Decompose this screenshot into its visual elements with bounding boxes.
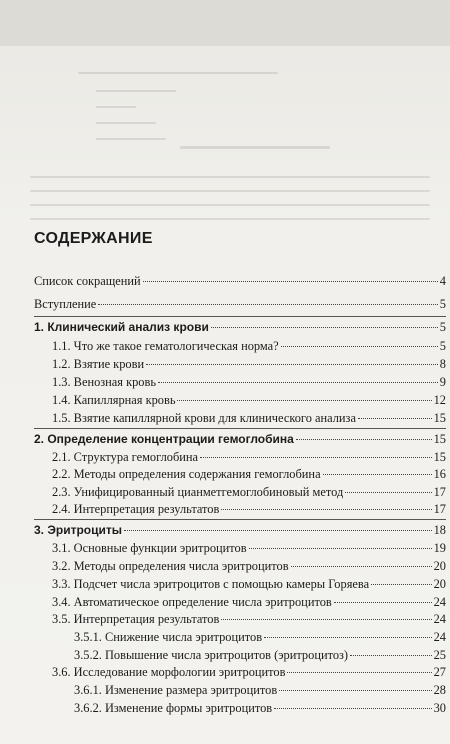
toc-section[interactable] [34, 523, 446, 538]
toc-entry-page: 16 [433, 467, 446, 481]
toc-entry-page: 20 [433, 577, 446, 591]
leader-dots [221, 619, 431, 620]
toc-entry[interactable] [52, 450, 446, 465]
leader-dots [200, 457, 432, 458]
toc-entry-title: 3.1. Основные функции эритроцитов [52, 541, 247, 555]
toc-section-title: 2. Определение концентрации гемоглобина [34, 432, 294, 446]
toc-entry[interactable] [52, 485, 446, 500]
toc-entry[interactable] [34, 274, 446, 289]
bleed-through-text [0, 50, 450, 225]
toc-entry-page: 17 [433, 502, 446, 516]
toc-entry[interactable] [74, 683, 446, 698]
toc-entry[interactable] [52, 411, 446, 426]
toc-entry[interactable] [74, 648, 446, 663]
toc-entry-title: 2.4. Интерпретация результатов [52, 502, 220, 516]
toc-entry-title: 2.1. Структура гемоглобина [52, 450, 199, 464]
toc-section[interactable] [34, 320, 446, 335]
leader-dots [98, 304, 438, 305]
toc-entry-page: 5 [439, 320, 446, 334]
toc-entry-page: 28 [433, 683, 446, 697]
leader-dots [274, 708, 431, 709]
toc-entry-title: 1.5. Взятие капиллярной крови для клинического анализа [52, 411, 356, 425]
toc-entry-page: 24 [433, 630, 446, 644]
leader-dots [146, 364, 438, 365]
toc-entry-page: 5 [439, 297, 446, 311]
leader-dots [177, 400, 431, 401]
toc-entry-page: 15 [433, 450, 446, 464]
leader-dots [323, 474, 432, 475]
toc-entry-title: 3.5.1. Снижение числа эритроцитов [74, 630, 263, 644]
toc-entry[interactable] [52, 467, 446, 482]
toc-entry-page: 24 [433, 595, 446, 609]
toc-entry-page: 5 [439, 339, 446, 353]
toc-entry-title: 3.2. Методы определения числа эритроцитов [52, 559, 289, 573]
leader-dots [371, 584, 432, 585]
toc-heading: СОДЕРЖАНИЕ [34, 230, 153, 247]
toc-entry[interactable] [52, 393, 446, 408]
toc-entry[interactable] [52, 339, 446, 354]
toc-entry[interactable] [74, 701, 446, 716]
toc-entry[interactable] [34, 297, 446, 312]
toc-entry-page: 15 [433, 411, 446, 425]
toc-section[interactable] [34, 432, 446, 447]
toc-entry[interactable] [52, 595, 446, 610]
toc-entry-title: 3.6.1. Изменение размера эритроцитов [74, 683, 278, 697]
toc-entry-title: 3.5. Интерпретация результатов [52, 612, 220, 626]
section-divider [34, 316, 446, 317]
leader-dots [279, 690, 431, 691]
toc-entry-title: 2.2. Методы определения содержания гемоглобина [52, 467, 321, 481]
leader-dots [334, 602, 432, 603]
toc-entry-page: 30 [433, 701, 446, 715]
toc-entry[interactable] [52, 665, 446, 680]
toc-entry-title: Вступление [34, 297, 97, 311]
toc-entry-page: 8 [439, 357, 446, 371]
toc-entry-title: 3.5.2. Повышение числа эритроцитов (эритроцитоз) [74, 648, 349, 662]
toc-entry-page: 25 [433, 648, 446, 662]
toc-entry[interactable] [52, 577, 446, 592]
leader-dots [296, 439, 432, 440]
toc-entry-page: 24 [433, 612, 446, 626]
toc-entry-page: 18 [433, 523, 446, 537]
toc-entry-title: 1.4. Капиллярная кровь [52, 393, 176, 407]
leader-dots [350, 655, 432, 656]
toc-entry-title: 3.6.2. Изменение формы эритроцитов [74, 701, 273, 715]
leader-dots [345, 492, 431, 493]
leader-dots [158, 382, 438, 383]
page-top-shadow [0, 0, 450, 46]
toc-entry-title: 3.6. Исследование морфологии эритроцитов [52, 665, 286, 679]
toc-entry-title: 2.3. Унифицированный цианметгемоглобиновый метод [52, 485, 344, 499]
leader-dots [291, 566, 432, 567]
toc-section-title: 3. Эритроциты [34, 523, 123, 537]
toc-entry-title: 3.3. Подсчет числа эритроцитов с помощью камеры Горяева [52, 577, 370, 591]
leader-dots [287, 672, 431, 673]
toc-entry-page: 15 [433, 432, 446, 446]
toc-entry-page: 9 [439, 375, 446, 389]
toc-entry[interactable] [52, 375, 446, 390]
toc-entry-page: 27 [433, 665, 446, 679]
leader-dots [358, 418, 432, 419]
toc-entry[interactable] [52, 541, 446, 556]
leader-dots [211, 327, 438, 328]
toc-entry-page: 4 [439, 274, 446, 288]
toc-entry-title: 3.4. Автоматическое определение числа эритроцитов [52, 595, 332, 609]
leader-dots [264, 637, 432, 638]
toc-entry-page: 19 [433, 541, 446, 555]
toc-entry-title: 1.1. Что же такое гематологическая норма? [52, 339, 279, 353]
toc-entry-title: 1.2. Взятие крови [52, 357, 145, 371]
toc-entry-page: 17 [433, 485, 446, 499]
toc-entry-title: Список сокращений [34, 274, 141, 288]
toc-entry-title: 1.3. Венозная кровь [52, 375, 157, 389]
leader-dots [249, 548, 432, 549]
toc-entry[interactable] [74, 630, 446, 645]
leader-dots [221, 509, 431, 510]
toc-section-title: 1. Клинический анализ крови [34, 320, 209, 334]
toc-entry-page: 12 [433, 393, 446, 407]
toc-entry[interactable] [52, 559, 446, 574]
leader-dots [281, 346, 438, 347]
toc-entry[interactable] [52, 357, 446, 372]
section-divider [34, 428, 446, 429]
toc-entry-page: 20 [433, 559, 446, 573]
toc-entry[interactable] [52, 502, 446, 517]
leader-dots [124, 530, 432, 531]
toc-entry[interactable] [52, 612, 446, 627]
leader-dots [143, 281, 438, 282]
section-divider [34, 519, 446, 520]
